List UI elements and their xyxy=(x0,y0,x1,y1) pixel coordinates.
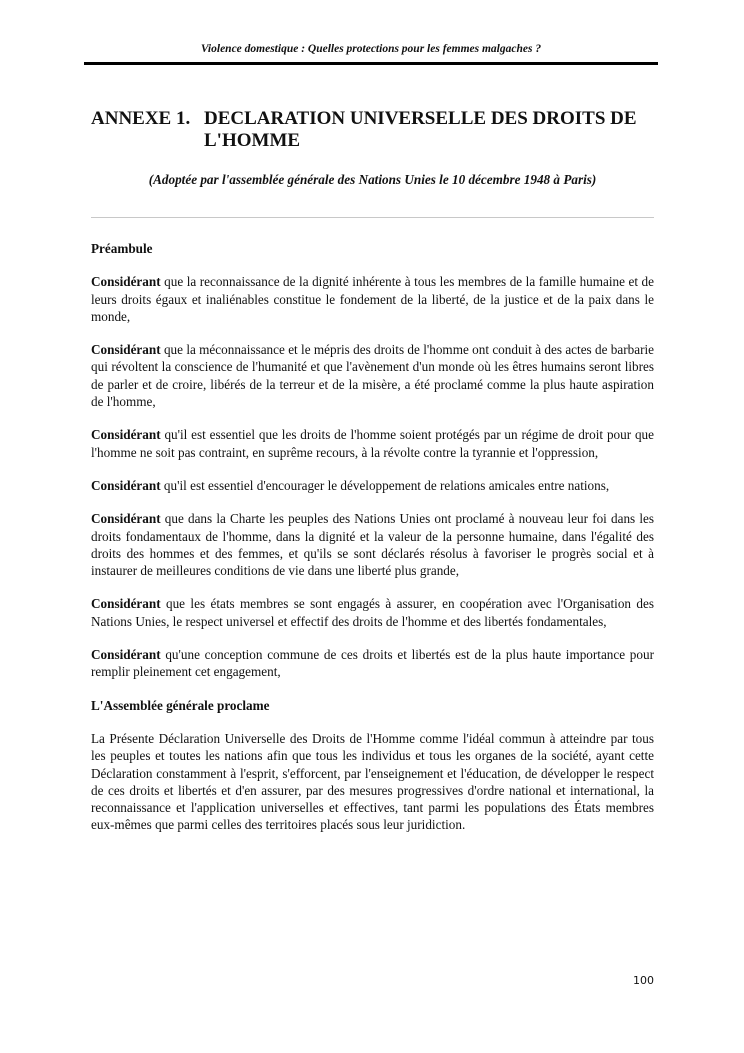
proclamation-heading: L'Assemblée générale proclame xyxy=(91,697,270,713)
annex-subtitle: (Adoptée par l'assemblée générale des Nations Unies le 10 décembre 1948 à Paris) xyxy=(148,172,597,187)
paragraph-text: que la reconnaissance de la dignité inhérente à tous les membres de la famille humaine et de leurs droits égaux et inaliénables constitue le fondement de la liberté, de la justice et de la paix dans le monde, xyxy=(91,274,654,324)
page-number: 100 xyxy=(633,974,654,987)
section-divider xyxy=(91,217,654,218)
header-rule xyxy=(84,62,658,65)
paragraph-lead: Considérant xyxy=(91,477,161,493)
preamble-paragraph xyxy=(91,426,654,461)
paragraph-text: qu'une conception commune de ces droits et libertés est de la plus haute importance pour remplir pleinement cet engagement, xyxy=(91,647,654,680)
preamble-paragraph xyxy=(91,510,654,579)
paragraph-text: qu'il est essentiel d'encourager le développement de relations amicales entre nations, xyxy=(160,477,610,493)
paragraph-lead: Considérant xyxy=(91,274,161,290)
document-body xyxy=(91,240,654,850)
paragraph-lead: Considérant xyxy=(91,647,161,663)
preamble-paragraph xyxy=(91,595,654,630)
running-header: Violence domestique : Quelles protections pour les femmes malgaches ? xyxy=(200,43,542,55)
annex-label: ANNEXE 1. xyxy=(91,108,191,129)
proclamation-paragraph: La Présente Déclaration Universelle des Droits de l'Homme comme l'idéal commun à atteindre par tous les peuples et toutes les nations afin que tous les individus et tous les organes de la société, ayant cette Déclaration constamment à l'esprit, s'efforcent, par l'enseignement et l'éducation, de développer le respect de ces droits et libertés et d'en assurer, par des mesures progressives d'ordre national et international, la reconnaissance et l'application universelles et effectives, tant parmi les populations des États membres eux-mêmes que parmi celles des territoires placés sous leur juridiction. xyxy=(91,730,654,833)
preamble-paragraph xyxy=(91,477,654,494)
paragraph-text: qu'il est essentiel que les droits de l'homme soient protégés par un régime de droit pour que l'homme ne soit pas contraint, en suprême recours, à la révolte contre la tyrannie et l'oppression, xyxy=(91,427,654,460)
paragraph-lead: Considérant xyxy=(91,511,161,527)
preamble-heading: Préambule xyxy=(91,241,153,256)
paragraph-lead: Considérant xyxy=(91,596,161,612)
preamble-paragraph xyxy=(91,341,654,410)
paragraph-lead: Considérant xyxy=(91,427,161,443)
preamble-paragraph xyxy=(91,273,654,325)
preamble-paragraph xyxy=(91,646,654,681)
paragraph-text: que la méconnaissance et le mépris des droits de l'homme ont conduit à des actes de barbarie qui révoltent la conscience de l'humanité et que l'avènement d'un monde où les êtres humains seront libres de parler et de croire, libérés de la terreur et de la misère, a été proclamé comme la plus haute aspiration de l'homme, xyxy=(91,342,654,410)
annex-heading: DECLARATION UNIVERSELLE DES DROITS DE L'HOMME xyxy=(204,108,637,151)
paragraph-text: que les états membres se sont engagés à assurer, en coopération avec l'Organisation des Nations Unies, le respect universel et effectif des droits de l'homme et des libertés fondamentales, xyxy=(91,596,654,629)
paragraph-lead: Considérant xyxy=(91,342,161,358)
paragraph-text: que dans la Charte les peuples des Nations Unies ont proclamé à nouveau leur foi dans les droits fondamentaux de l'homme, dans la dignité et la valeur de la personne humaine, dans l'égalité des droits des hommes et des femmes, et qu'ils se sont déclarés résolus à favoriser le progrès social et à instaurer de meilleures conditions de vie dans une liberté plus grande, xyxy=(91,511,654,579)
